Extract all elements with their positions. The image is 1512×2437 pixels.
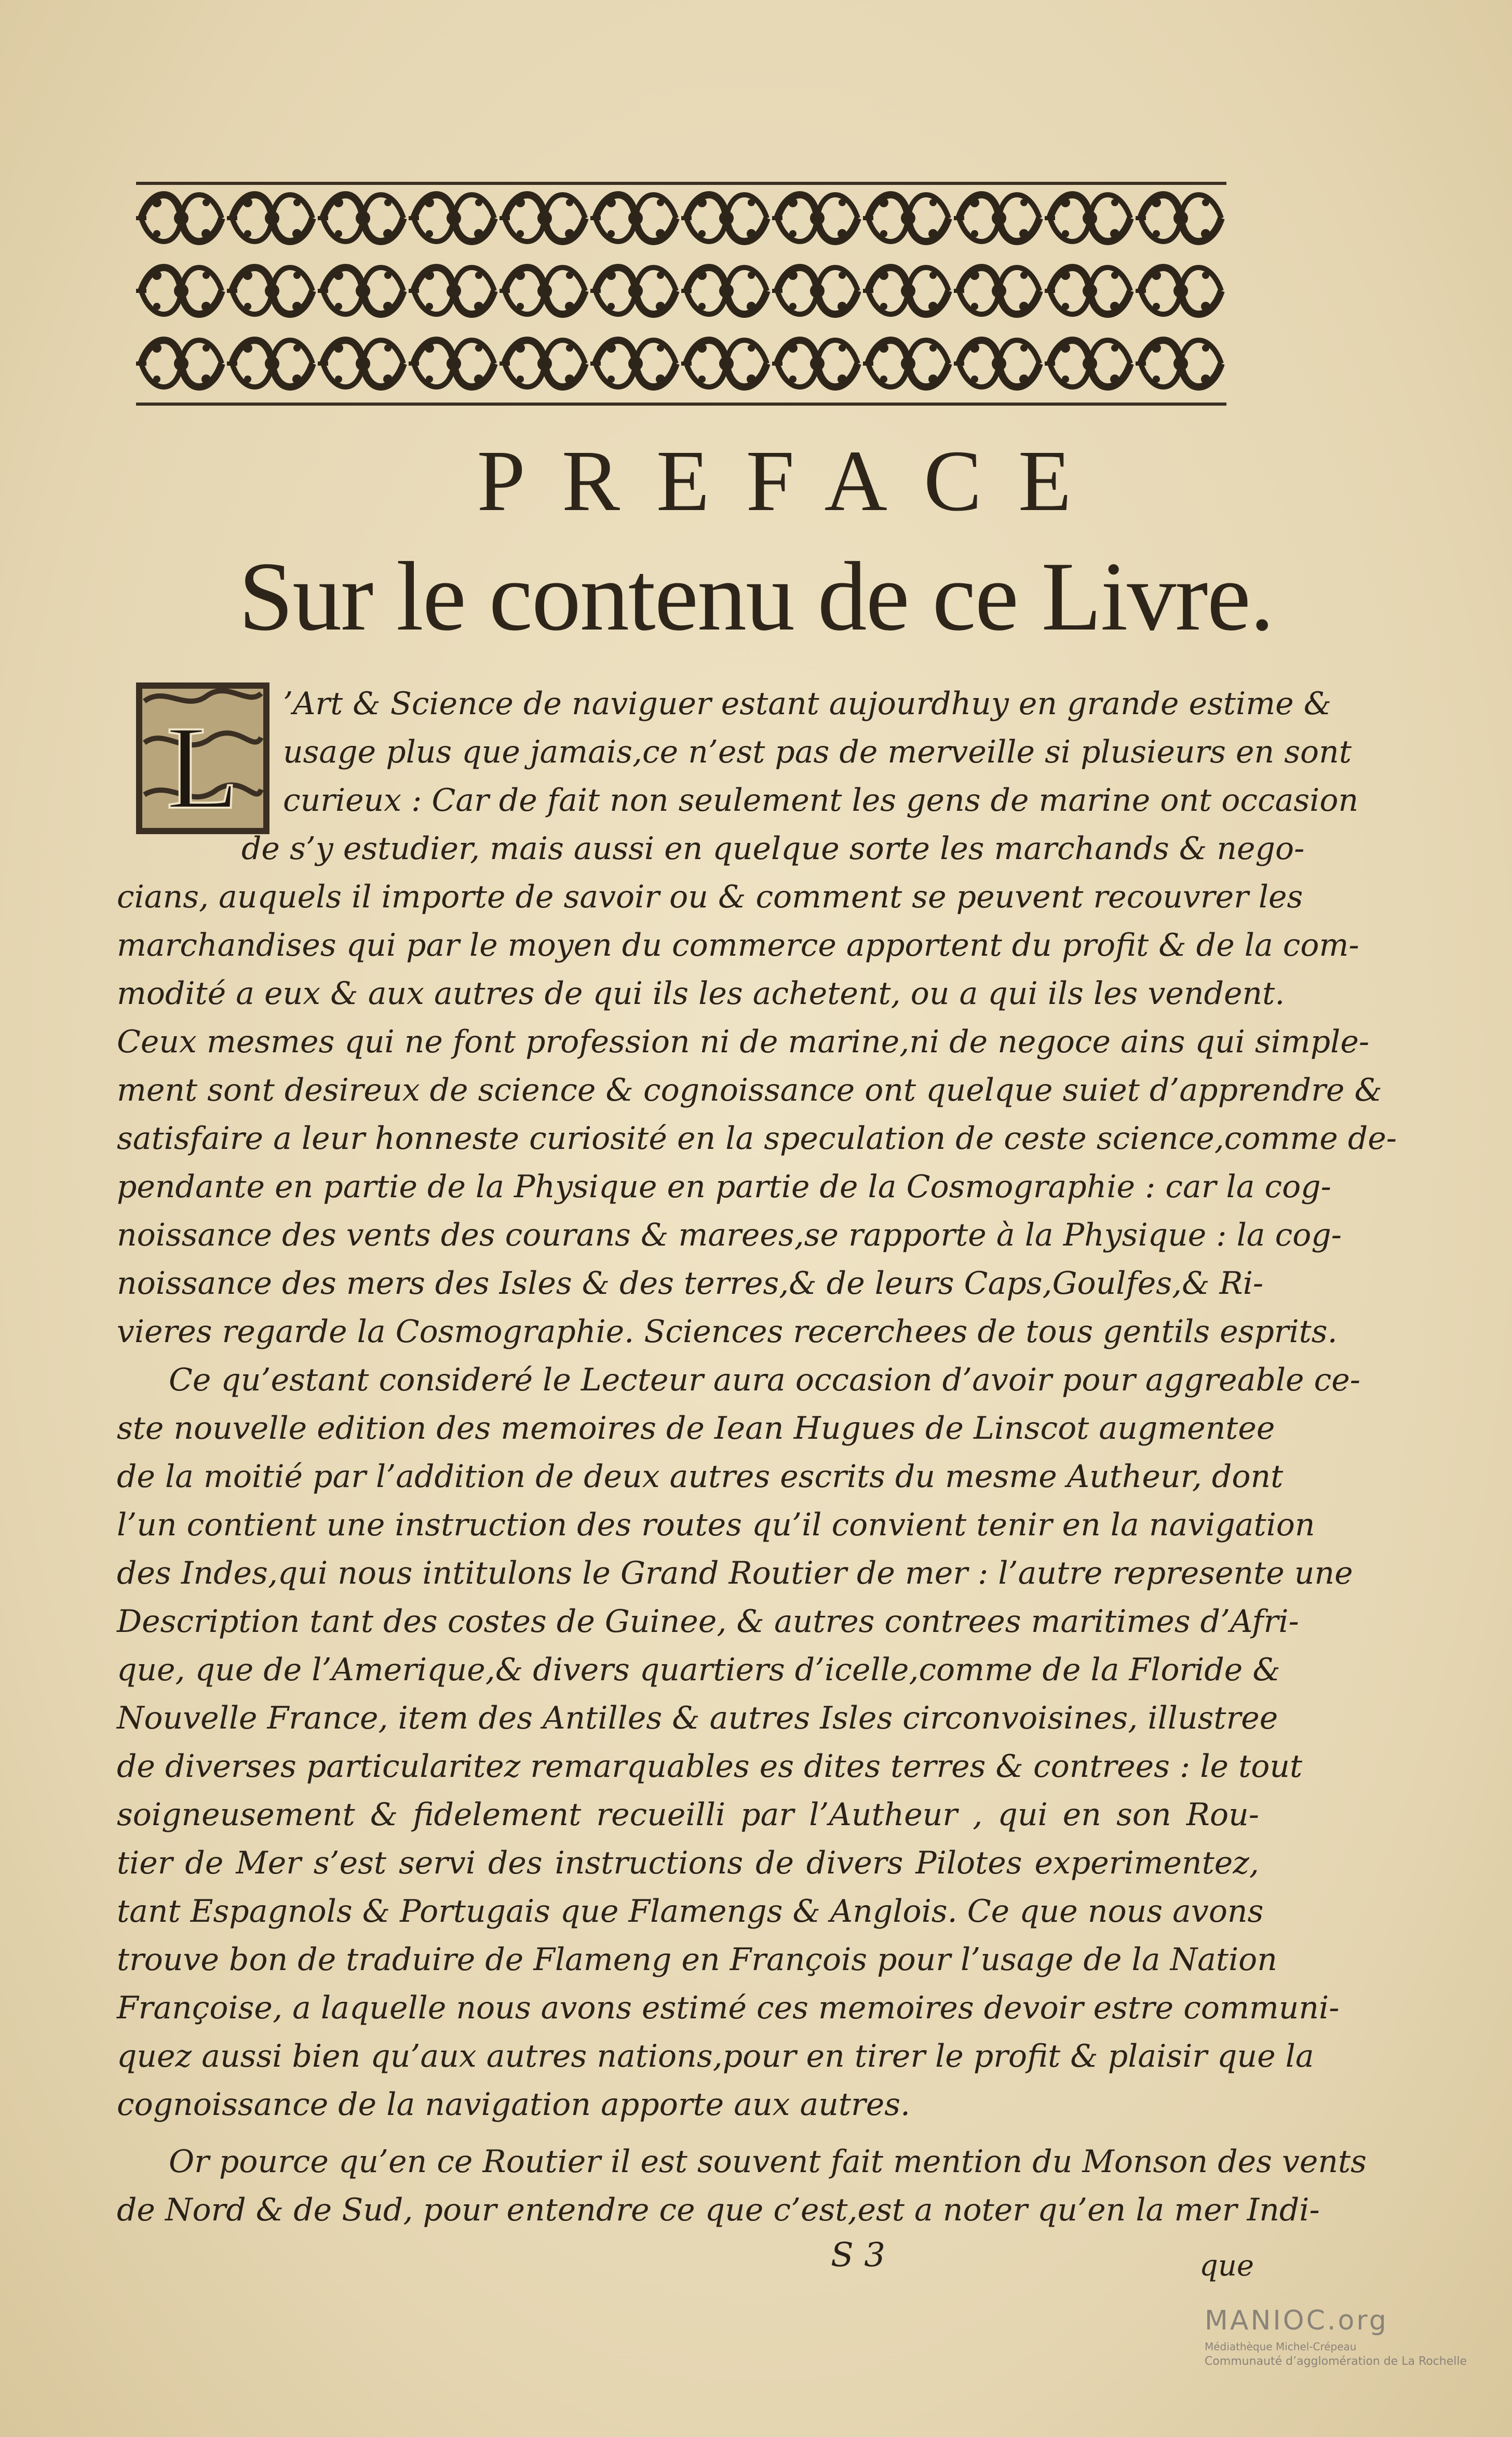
- text-line: de s’y estudier, mais aussi en quelque sorte les marchands & nego-: [241, 831, 1305, 867]
- text-line: vieres regarde la Cosmographie. Sciences recerchees de tous gentils esprits.: [117, 1314, 1338, 1350]
- text-line: usage plus que jamais,ce n’est pas de merveille si plusieurs en sont: [283, 734, 1352, 770]
- text-line: de Nord & de Sud, pour entendre ce que c’est,est a noter qu’en la mer Indi-: [117, 2192, 1320, 2228]
- headpiece-ornament: [136, 182, 1226, 400]
- text-line: noissance des mers des Isles & des terres,& de leurs Caps,Goulfes,& Ri-: [117, 1265, 1264, 1302]
- text-line: que, que de l’Amerique,& divers quartiers d’icelle,comme de la Floride &: [117, 1652, 1280, 1688]
- text-line: de la moitié par l’addition de deux autres escrits du mesme Autheur, dont: [117, 1458, 1284, 1495]
- text-line: Ceux mesmes qui ne font profession ni de marine,ni de negoce ains qui simple-: [117, 1024, 1370, 1060]
- text-line: curieux : Car de fait non seulement les gens de marine ont occasion: [283, 782, 1359, 819]
- text-line: tant Espagnols & Portugais que Flamengs & Anglois. Ce que nous avons: [117, 1893, 1264, 1930]
- text-line: pendante en partie de la Physique en partie de la Cosmographie : car la cog-: [117, 1169, 1331, 1205]
- text-line: modité a eux & aux autres de qui ils les achetent, ou a qui ils les vendent.: [117, 975, 1285, 1012]
- ornament-bottom-rule: [136, 403, 1226, 406]
- library-stamp: [1205, 2305, 1475, 2368]
- text-line: marchandises qui par le moyen du commerce apportent du profit & de la com-: [117, 927, 1359, 963]
- text-line: ’Art & Science de naviguer estant aujourdhuy en grande estime &: [283, 686, 1332, 722]
- text-line: Nouvelle France, item des Antilles & autres Isles circonvoisines, illustree: [117, 1700, 1278, 1736]
- text-line: cognoissance de la navigation apporte aux autres.: [117, 2086, 911, 2123]
- text-line: noissance des vents des courans & marees,se rapporte à la Physique : la cog-: [117, 1217, 1342, 1253]
- preface-heading: PREFACE: [477, 433, 1108, 529]
- catchword: que: [1199, 2249, 1254, 2283]
- text-line: quez aussi bien qu’aux autres nations,pour en tirer le profit & plaisir que la: [117, 2038, 1314, 2074]
- stamp-library-name: Médiathèque Michel-Crépeau: [1205, 2340, 1357, 2353]
- text-line: des Indes,qui nous intitulons le Grand Routier de mer : l’autre represente une: [117, 1555, 1353, 1591]
- text-line: ment sont desireux de science & cognoissance ont quelque suiet d’apprendre &: [117, 1072, 1382, 1108]
- text-line: de diverses particularitez remarquables es dites terres & contrees : le tout: [117, 1748, 1303, 1785]
- svg-text:L: L: [166, 701, 239, 834]
- text-line: Ce qu’estant consideré le Lecteur aura occasion d’avoir pour aggreable ce-: [169, 1362, 1360, 1398]
- stamp-community-name: Communauté d’agglomération de La Rochelle: [1205, 2355, 1467, 2368]
- text-line: soigneusement & fidelement recueilli par l’Autheur , qui en son Rou-: [117, 1797, 1259, 1833]
- preface-subtitle: Sur le contenu de ce Livre.: [238, 542, 1274, 651]
- text-line: Françoise, a laquelle nous avons estimé ces memoires devoir estre communi-: [117, 1990, 1340, 2026]
- text-line: ste nouvelle edition des memoires de Iean Hugues de Linscot augmentee: [117, 1410, 1275, 1447]
- signature-mark: S 3: [831, 2236, 885, 2274]
- manioc-logo: MANIOC.org: [1205, 2305, 1388, 2336]
- text-line: tier de Mer s’est servi des instructions de divers Pilotes experimentez,: [117, 1845, 1259, 1881]
- text-line: cians, auquels il importe de savoir ou & comment se peuvent recouvrer les: [117, 879, 1303, 915]
- text-line: satisfaire a leur honneste curiosité en la speculation de ceste science,comme de-: [117, 1120, 1397, 1157]
- text-line: l’un contient une instruction des routes qu’il convient tenir en la navigation: [117, 1507, 1315, 1543]
- text-line: Or pource qu’en ce Routier il est souvent fait mention du Monson des vents: [169, 2144, 1367, 2180]
- text-line: Description tant des costes de Guinee, & autres contrees maritimes d’Afri-: [117, 1603, 1299, 1640]
- text-line: trouve bon de traduire de Flameng en François pour l’usage de la Nation: [117, 1941, 1277, 1978]
- decorated-initial-L: [134, 680, 272, 836]
